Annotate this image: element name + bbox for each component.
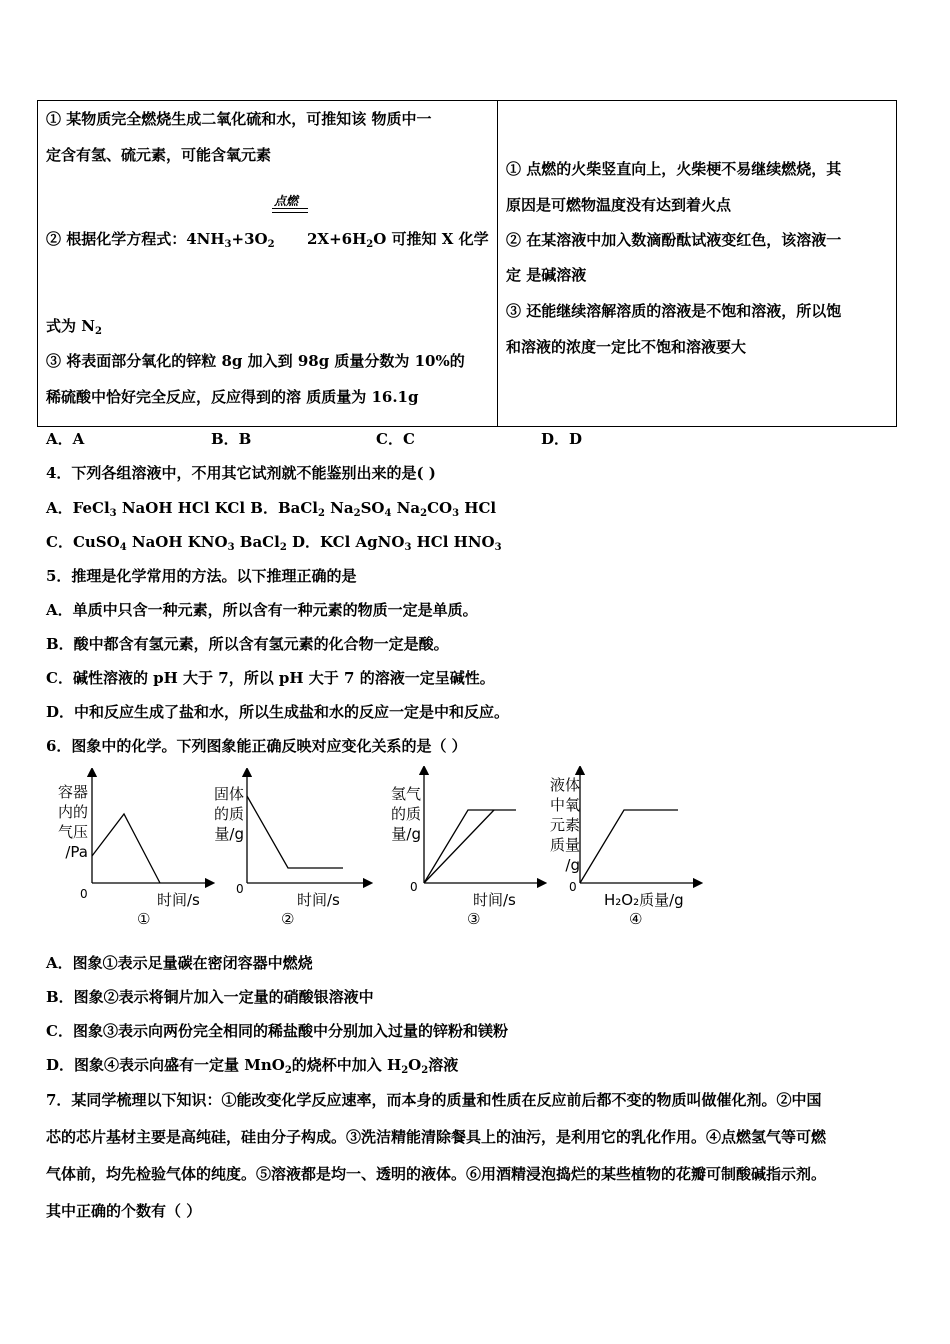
q5-stem: 5．推理是化学常用的方法。以下推理正确的是 bbox=[46, 567, 357, 585]
q5-option-c: C．碱性溶液的 pH 大于 7，所以 pH 大于 7 的溶液一定呈碱性。 bbox=[46, 669, 495, 687]
graph2-y-label: 固体 的质 量/g bbox=[213, 785, 244, 843]
graph2-origin: 0 bbox=[236, 882, 244, 896]
graph4-y-label: 液体 中氧 元素 质量 /g bbox=[549, 776, 580, 874]
q7-line-2: 芯的芯片基材主要是高纯硅，硅由分子构成。③洗洁精能清除餐具上的油污，是利用它的乳化作用。④点燃氢气等可燃 bbox=[46, 1128, 827, 1146]
q3-option-a: A．A bbox=[46, 430, 85, 448]
graph3-origin: 0 bbox=[410, 880, 418, 894]
graph4-x-label: H₂O₂质量/g bbox=[604, 891, 684, 909]
graph1-number: ① bbox=[137, 910, 151, 928]
reaction-condition: 点燃 bbox=[274, 194, 299, 208]
q3-option-c: C．C bbox=[376, 430, 415, 448]
right-statement-3a: ③ 还能继续溶解溶质的溶液是不饱和溶液，所以饱 bbox=[506, 302, 842, 320]
right-statement-1b: 原因是可燃物温度没有达到着火点 bbox=[506, 196, 732, 214]
q5-option-a: A．单质中只含一种元素，所以含有一种元素的物质一定是单质。 bbox=[46, 601, 478, 619]
q6-option-b: B．图象②表示将铜片加入一定量的硝酸银溶液中 bbox=[46, 988, 374, 1006]
graph1 bbox=[78, 768, 218, 898]
q6-option-c: C．图象③表示向两份完全相同的稀盐酸中分别加入过量的锌粉和镁粉 bbox=[46, 1022, 508, 1040]
q6-option-d: D．图象④表示向盛有一定量 MnO$_2$的烧杯中加入 $H_2O_2$溶液 bbox=[46, 1056, 459, 1076]
graph1-origin: 0 bbox=[80, 887, 88, 901]
right-statement-2b: 定 是碱溶液 bbox=[506, 266, 587, 284]
left-statement-1b: 定含有氢、硫元素，可能含氧元素 bbox=[46, 146, 272, 164]
graph4 bbox=[566, 766, 706, 896]
q3-option-d: D．D bbox=[541, 430, 583, 448]
graph1-x-label: 时间/s bbox=[157, 891, 200, 909]
left-statement-2c: 式为 $N_2$ bbox=[46, 317, 102, 337]
q6-stem: 6．图象中的化学。下列图象能正确反映对应变化关系的是（ ） bbox=[46, 737, 467, 755]
right-statement-2a: ② 在某溶液中加入数滴酚酞试液变红色，该溶液一 bbox=[506, 231, 842, 249]
q7-line-3: 气体前，均先检验气体的纯度。⑤溶液都是均一、透明的液体。⑥用酒精浸泡捣烂的某些植物的花瓣可制酸碱指示剂。 bbox=[46, 1165, 827, 1183]
right-statement-1a: ① 点燃的火柴竖直向上，火柴梗不易继续燃烧，其 bbox=[506, 160, 842, 178]
equation-bar-2 bbox=[272, 212, 308, 213]
q4-stem: 4．下列各组溶液中，不用其它试剂就不能鉴别出来的是( ) bbox=[46, 464, 436, 482]
graph3 bbox=[410, 766, 550, 896]
q4-options-cd: C．CuSO$_4$ NaOH $KNO_3$ BaCl$_2$ D．KCl AgNO$_3$ HCl $HNO_3$ bbox=[46, 533, 502, 553]
q5-option-b: B．酸中都含有氢元素，所以含有氢元素的化合物一定是酸。 bbox=[46, 635, 449, 653]
left-statement-2a: ② 根据化学方程式：$4NH_3+3O_2$ bbox=[46, 230, 275, 250]
graph1-y-label: 容器 内的 气压 /Pa bbox=[57, 783, 88, 861]
graph2-x-label: 时间/s bbox=[297, 891, 340, 909]
q7-line-4: 其中正确的个数有（ ） bbox=[46, 1202, 202, 1220]
graph2 bbox=[233, 768, 373, 898]
q6-option-a: A．图象①表示足量碳在密闭容器中燃烧 bbox=[46, 954, 313, 972]
left-statement-3a: ③ 将表面部分氧化的锌粒 8g 加入到 98g 质量分数为 10%的 bbox=[46, 352, 465, 370]
graph2-number: ② bbox=[281, 910, 295, 928]
graph4-number: ④ bbox=[629, 910, 643, 928]
q4-options-ab: A．FeCl$_3$ NaOH HCl KCl B．BaCl$_2$ $Na_2SO_4$ $Na_2CO_3$ HCl bbox=[46, 499, 497, 519]
left-statement-3b: 稀硫酸中恰好完全反应，反应得到的溶 质质量为 16.1g bbox=[46, 388, 419, 406]
q5-option-d: D．中和反应生成了盐和水，所以生成盐和水的反应一定是中和反应。 bbox=[46, 703, 510, 721]
right-statement-3b: 和溶液的浓度一定比不饱和溶液要大 bbox=[506, 338, 747, 356]
graph4-curve bbox=[580, 810, 678, 883]
graph3-x-label: 时间/s bbox=[473, 891, 516, 909]
graph3-y-label: 氢气 的质 量/g bbox=[390, 785, 421, 843]
graph3-curve-slow bbox=[424, 810, 494, 883]
graph1-curve bbox=[92, 814, 160, 883]
graph4-origin: 0 bbox=[569, 880, 577, 894]
equation-bar-1 bbox=[272, 208, 308, 209]
table-divider bbox=[497, 100, 498, 427]
q3-option-b: B．B bbox=[211, 430, 252, 448]
graph2-curve bbox=[247, 796, 343, 868]
graph3-number: ③ bbox=[467, 910, 481, 928]
q7-line-1: 7．某同学梳理以下知识：①能改变化学反应速率，而本身的质量和性质在反应前后都不变的物质叫做催化剂。②中国 bbox=[46, 1091, 822, 1109]
left-statement-1a: ① 某物质完全燃烧生成二氧化硫和水，可推知该 物质中一 bbox=[46, 110, 432, 128]
left-statement-2b: $2X+6H_2O$ 可推知 X 化学 bbox=[307, 230, 489, 250]
graph3-curve-fast bbox=[424, 810, 516, 883]
